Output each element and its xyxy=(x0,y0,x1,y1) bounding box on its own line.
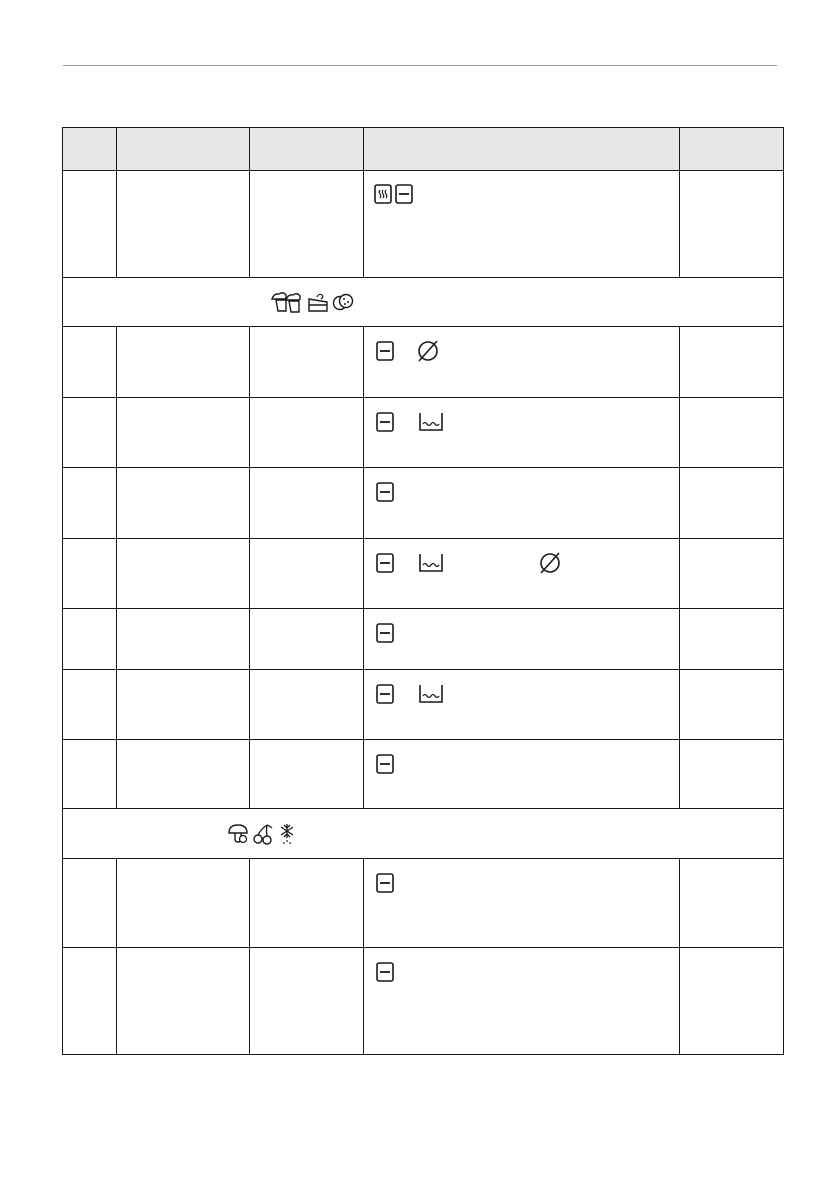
mushroom-icon xyxy=(227,823,249,845)
table-cell xyxy=(63,327,117,398)
no-preheat-icon xyxy=(538,551,562,575)
bottom-heat-icon xyxy=(376,873,394,893)
section-row-baking xyxy=(63,278,784,327)
table-cell xyxy=(250,670,364,740)
bottom-heat-icon xyxy=(376,623,394,643)
table-cell xyxy=(63,468,117,539)
table-row xyxy=(63,539,784,609)
header-cell-3 xyxy=(250,128,364,171)
snowflake-icon xyxy=(277,823,297,845)
table-cell xyxy=(364,327,680,398)
no-preheat-icon xyxy=(416,339,440,363)
header-cell-4 xyxy=(364,128,680,171)
table-cell xyxy=(63,539,117,609)
table-cell xyxy=(364,398,680,468)
cherries-icon xyxy=(252,823,274,845)
table-cell xyxy=(680,398,784,468)
water-tray-icon xyxy=(418,683,444,705)
table-cell xyxy=(680,327,784,398)
bottom-heat-icon xyxy=(376,553,394,573)
table-cell xyxy=(117,670,250,740)
table-cell xyxy=(364,670,680,740)
table-cell xyxy=(364,539,680,609)
table-cell xyxy=(364,859,680,948)
section-row-vegetables xyxy=(63,809,784,859)
table-row xyxy=(63,468,784,539)
top-heat-icon xyxy=(374,184,392,204)
header-cell-2 xyxy=(117,128,250,171)
header-cell-5 xyxy=(680,128,784,171)
table-row xyxy=(63,670,784,740)
table-cell xyxy=(250,468,364,539)
table-row xyxy=(63,327,784,398)
table-cell xyxy=(117,398,250,468)
table-cell xyxy=(250,948,364,1055)
table-cell xyxy=(63,171,117,278)
cookies-icon xyxy=(332,291,354,313)
table-cell xyxy=(117,740,250,809)
table-cell xyxy=(63,609,117,670)
cake-slice-icon xyxy=(307,291,329,313)
table-row xyxy=(63,859,784,948)
table-cell xyxy=(63,670,117,740)
bottom-heat-icon xyxy=(376,754,394,774)
section-cell xyxy=(63,809,784,859)
table-cell xyxy=(680,670,784,740)
table-cell xyxy=(63,740,117,809)
table-cell xyxy=(680,859,784,948)
table-cell xyxy=(364,740,680,809)
table-cell xyxy=(63,859,117,948)
table-cell xyxy=(364,948,680,1055)
bottom-heat-icon xyxy=(376,412,394,432)
table-cell xyxy=(680,948,784,1055)
water-tray-icon xyxy=(418,552,444,574)
table-cell xyxy=(63,948,117,1055)
table-cell xyxy=(117,171,250,278)
header-rule xyxy=(63,65,777,66)
bottom-heat-icon xyxy=(376,684,394,704)
table-row xyxy=(63,948,784,1055)
table-cell xyxy=(250,609,364,670)
table-cell xyxy=(117,948,250,1055)
table-cell xyxy=(250,740,364,809)
bottom-heat-icon xyxy=(376,962,394,982)
bottom-heat-icon xyxy=(376,482,394,502)
bottom-heat-icon xyxy=(395,184,413,204)
table-cell xyxy=(680,171,784,278)
table-row xyxy=(63,740,784,809)
table-cell xyxy=(364,171,680,278)
table-cell xyxy=(250,327,364,398)
table-cell xyxy=(250,859,364,948)
header-cell-1 xyxy=(63,128,117,171)
table-cell xyxy=(117,327,250,398)
table-cell xyxy=(250,539,364,609)
table-cell xyxy=(250,171,364,278)
section-cell xyxy=(63,278,784,327)
table-cell xyxy=(680,740,784,809)
table-row xyxy=(63,398,784,468)
table-row xyxy=(63,609,784,670)
table-cell xyxy=(117,859,250,948)
water-tray-icon xyxy=(418,411,444,433)
table-cell xyxy=(117,609,250,670)
bottom-heat-icon xyxy=(376,341,394,361)
table-cell xyxy=(680,468,784,539)
table-cell xyxy=(364,468,680,539)
table-cell xyxy=(63,398,117,468)
muffins-icon xyxy=(270,291,304,313)
table-row xyxy=(63,171,784,278)
table-cell xyxy=(117,468,250,539)
table-header-row xyxy=(63,128,784,171)
programme-table xyxy=(62,127,784,1055)
table-cell xyxy=(250,398,364,468)
table-cell xyxy=(680,609,784,670)
table-cell xyxy=(117,539,250,609)
table-cell xyxy=(364,609,680,670)
table-cell xyxy=(680,539,784,609)
